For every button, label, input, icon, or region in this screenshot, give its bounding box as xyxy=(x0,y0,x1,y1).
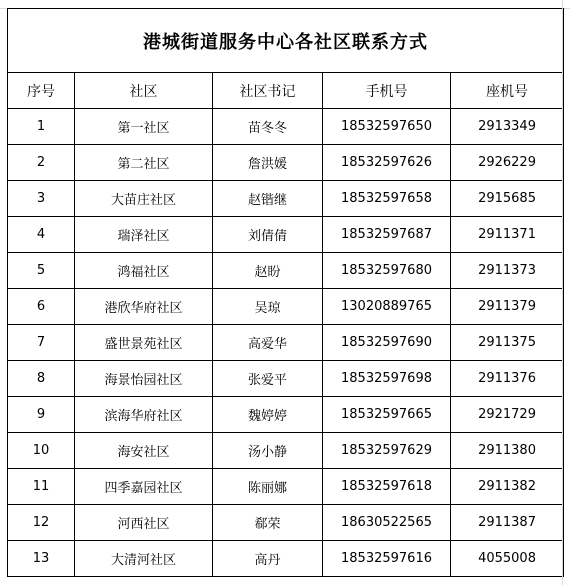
community-cell[interactable]: 第一社区 xyxy=(75,109,213,145)
landline-cell[interactable]: 2911382 xyxy=(451,469,564,505)
secretary-cell[interactable]: 詹洪媛 xyxy=(213,145,323,181)
community-cell[interactable]: 大清河社区 xyxy=(75,541,213,577)
table-row xyxy=(8,469,564,505)
secretary-cell[interactable]: 高爱华 xyxy=(213,325,323,361)
secretary-cell[interactable]: 赵锴继 xyxy=(213,181,323,217)
secretary-cell[interactable]: 苗冬冬 xyxy=(213,109,323,145)
secretary-cell[interactable]: 高丹 xyxy=(213,541,323,577)
landline-cell[interactable]: 2915685 xyxy=(451,181,564,217)
table-row xyxy=(8,145,564,181)
index-cell[interactable]: 3 xyxy=(8,181,75,217)
community-contact-table xyxy=(7,8,564,577)
community-cell[interactable]: 海安社区 xyxy=(75,433,213,469)
community-cell[interactable]: 滨海华府社区 xyxy=(75,397,213,433)
mobile-cell[interactable]: 18532597698 xyxy=(323,361,451,397)
index-cell[interactable]: 1 xyxy=(8,109,75,145)
table-row xyxy=(8,109,564,145)
header-row xyxy=(8,73,564,109)
header-cell-mobile[interactable]: 手机号 xyxy=(323,73,451,109)
mobile-cell[interactable]: 18532597629 xyxy=(323,433,451,469)
mobile-cell[interactable]: 18532597658 xyxy=(323,181,451,217)
mobile-cell[interactable]: 18532597618 xyxy=(323,469,451,505)
index-cell[interactable]: 9 xyxy=(8,397,75,433)
index-cell[interactable]: 13 xyxy=(8,541,75,577)
landline-cell[interactable]: 2911387 xyxy=(451,505,564,541)
landline-cell[interactable]: 2921729 xyxy=(451,397,564,433)
table-title[interactable]: 港城街道服务中心各社区联系方式 xyxy=(8,9,564,73)
mobile-cell[interactable]: 18532597687 xyxy=(323,217,451,253)
table-row xyxy=(8,289,564,325)
community-cell[interactable]: 海景怡园社区 xyxy=(75,361,213,397)
mobile-cell[interactable]: 18532597680 xyxy=(323,253,451,289)
community-cell[interactable]: 盛世景苑社区 xyxy=(75,325,213,361)
landline-cell[interactable]: 2911380 xyxy=(451,433,564,469)
community-cell[interactable]: 港欣华府社区 xyxy=(75,289,213,325)
table-row xyxy=(8,361,564,397)
index-cell[interactable]: 7 xyxy=(8,325,75,361)
landline-cell[interactable]: 2911375 xyxy=(451,325,564,361)
table-row xyxy=(8,541,564,577)
mobile-cell[interactable]: 18532597616 xyxy=(323,541,451,577)
mobile-cell[interactable]: 18532597690 xyxy=(323,325,451,361)
mobile-cell[interactable]: 18532597626 xyxy=(323,145,451,181)
table-row xyxy=(8,217,564,253)
secretary-cell[interactable]: 魏婷婷 xyxy=(213,397,323,433)
landline-cell[interactable]: 2913349 xyxy=(451,109,564,145)
secretary-cell[interactable]: 刘倩倩 xyxy=(213,217,323,253)
secretary-cell[interactable]: 郗荣 xyxy=(213,505,323,541)
landline-cell[interactable]: 2911376 xyxy=(451,361,564,397)
index-cell[interactable]: 8 xyxy=(8,361,75,397)
secretary-cell[interactable]: 汤小静 xyxy=(213,433,323,469)
table-row xyxy=(8,325,564,361)
landline-cell[interactable]: 2911371 xyxy=(451,217,564,253)
secretary-cell[interactable]: 赵盼 xyxy=(213,253,323,289)
header-cell-secretary[interactable]: 社区书记 xyxy=(213,73,323,109)
mobile-cell[interactable]: 18532597650 xyxy=(323,109,451,145)
index-cell[interactable]: 2 xyxy=(8,145,75,181)
header-cell-community[interactable]: 社区 xyxy=(75,73,213,109)
table-row xyxy=(8,253,564,289)
table-row xyxy=(8,181,564,217)
community-cell[interactable]: 大苗庄社区 xyxy=(75,181,213,217)
secretary-cell[interactable]: 吴琼 xyxy=(213,289,323,325)
index-cell[interactable]: 6 xyxy=(8,289,75,325)
table-row xyxy=(8,505,564,541)
header-cell-index[interactable]: 序号 xyxy=(8,73,75,109)
table-row xyxy=(8,397,564,433)
secretary-cell[interactable]: 张爱平 xyxy=(213,361,323,397)
landline-cell[interactable]: 2926229 xyxy=(451,145,564,181)
index-cell[interactable]: 11 xyxy=(8,469,75,505)
mobile-cell[interactable]: 18532597665 xyxy=(323,397,451,433)
secretary-cell[interactable]: 陈丽娜 xyxy=(213,469,323,505)
landline-cell[interactable]: 2911373 xyxy=(451,253,564,289)
mobile-cell[interactable]: 18630522565 xyxy=(323,505,451,541)
mobile-cell[interactable]: 13020889765 xyxy=(323,289,451,325)
header-cell-landline[interactable]: 座机号 xyxy=(451,73,564,109)
index-cell[interactable]: 12 xyxy=(8,505,75,541)
community-cell[interactable]: 四季嘉园社区 xyxy=(75,469,213,505)
table-row xyxy=(8,433,564,469)
community-cell[interactable]: 瑞泽社区 xyxy=(75,217,213,253)
index-cell[interactable]: 4 xyxy=(8,217,75,253)
landline-cell[interactable]: 2911379 xyxy=(451,289,564,325)
landline-cell[interactable]: 4055008 xyxy=(451,541,564,577)
index-cell[interactable]: 10 xyxy=(8,433,75,469)
community-cell[interactable]: 河西社区 xyxy=(75,505,213,541)
community-cell[interactable]: 第二社区 xyxy=(75,145,213,181)
index-cell[interactable]: 5 xyxy=(8,253,75,289)
community-cell[interactable]: 鸿福社区 xyxy=(75,253,213,289)
